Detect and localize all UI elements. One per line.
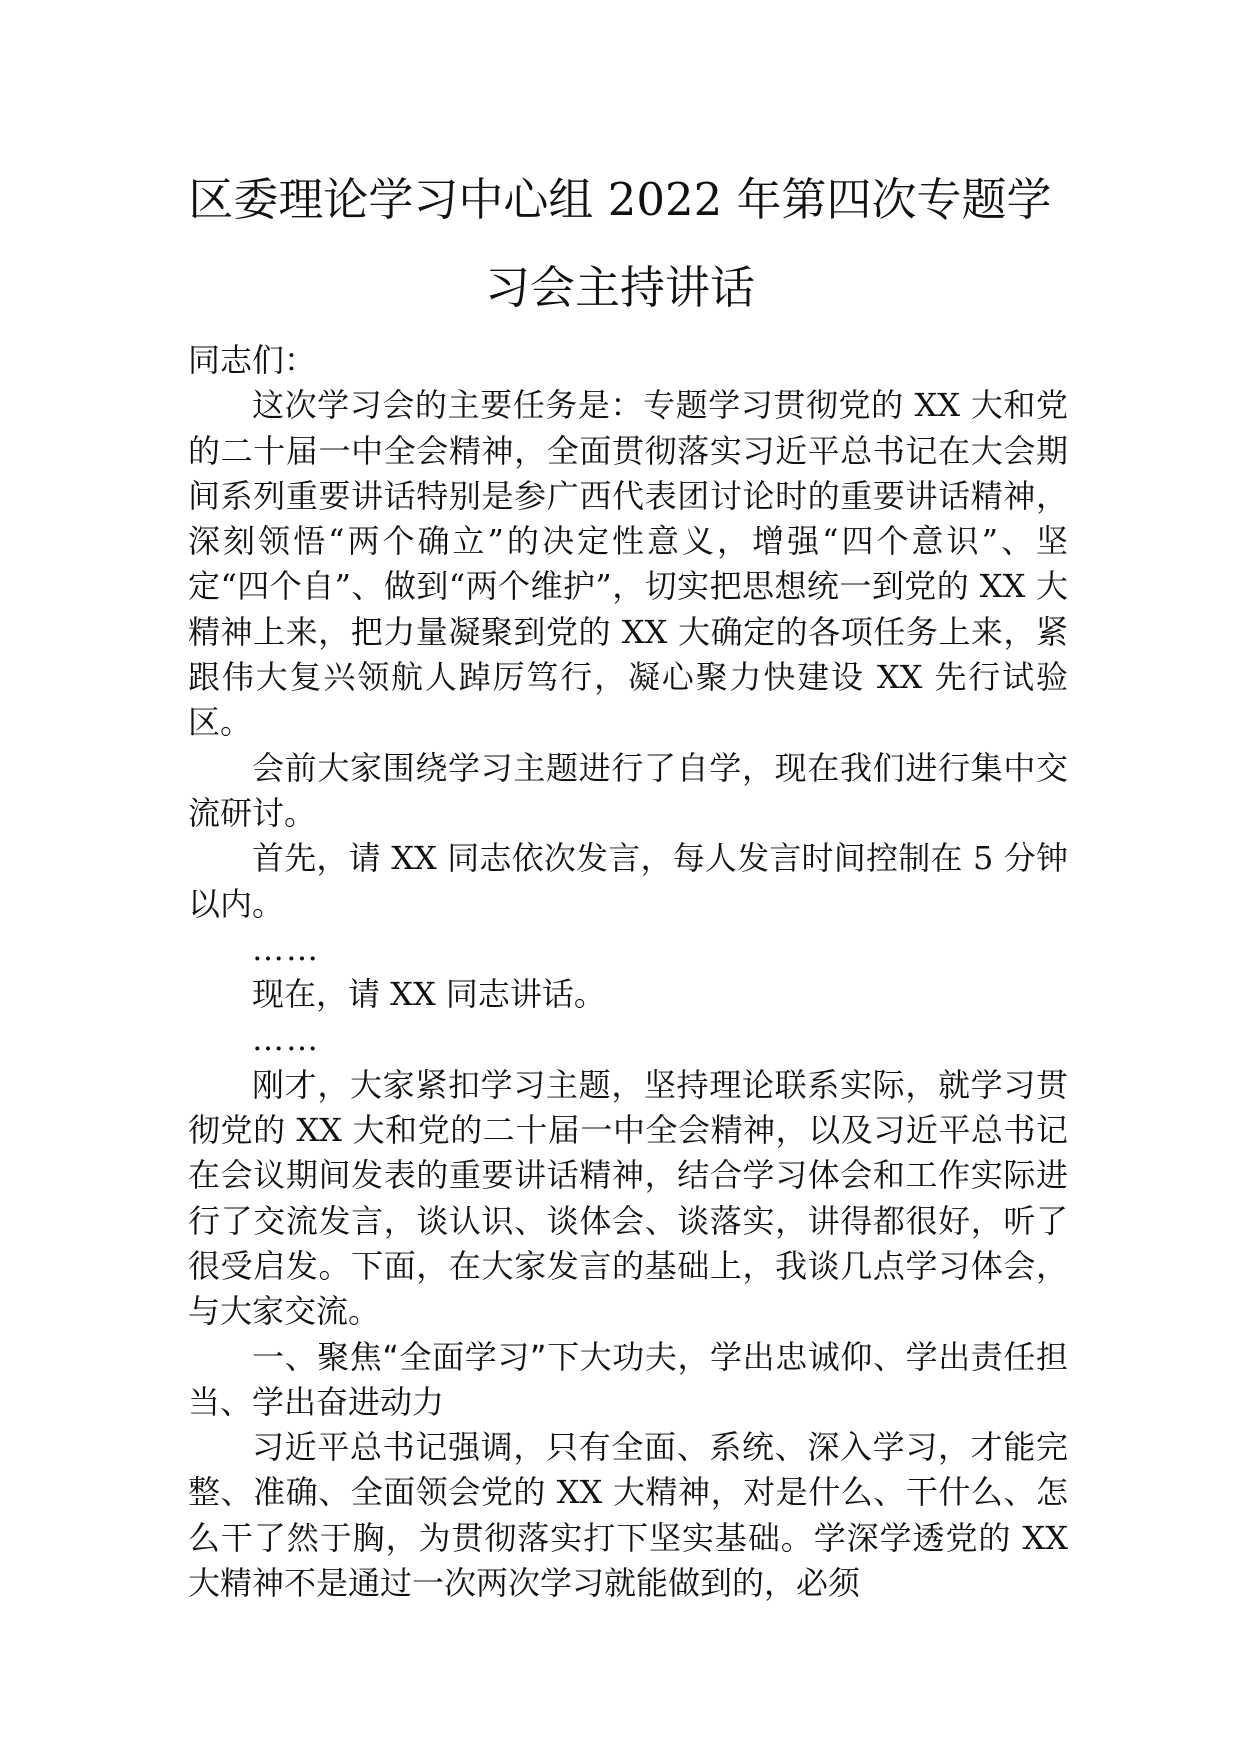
document-title-line-1: 区委理论学习中心组 2022 年第四次专题学 [188,173,1052,226]
paragraph-self-study: 会前大家围绕学习主题进行了自学，现在我们进行集中交流研讨。 [188,748,1068,832]
ellipsis-1: …… [252,929,320,968]
paragraph-summary: 刚才，大家紧扣学习主题，坚持理论联系实际，就学习贯彻党的 XX 大和党的二十届一中全会精神，以及习近平总书记在会议期间发表的重要讲话精神，结合学习体会和工作实际进行了交流发言，谈认识、谈体会、谈落实，讲得都很好，听了很受启发。下面，在大家发言的基础上，我谈几点学习体会，与大家交流。 [188,1065,1068,1331]
paragraph-section-1: 习近平总书记强调，只有全面、系统、深入学习，才能完整、准确、全面领会党的 XX 大精神，对是什么、干什么、怎么干了然于胸，为贯彻落实打下坚实基础。学深学透党的 XX 大精神不是通过一次两次学习就能做到的，必须 [188,1428,1068,1603]
document-body [188,338,1068,1606]
ellipsis-2: …… [252,1020,320,1059]
paragraph-first-speakers: 首先，请 XX 同志依次发言，每人发言时间控制在 5 分钟以内。 [188,839,1068,923]
document-title-line-2: 习会主持讲话 [484,261,755,314]
section-heading-1: 一、聚焦“全面学习”下大功夫，学出忠诚仰、学出责任担当、学出奋进动力 [188,1337,1068,1421]
paragraph-intro: 这次学习会的主要任务是：专题学习贯彻党的 XX 大和党的二十届一中全会精神，全面贯彻落实习近平总书记在大会期间系列重要讲话特别是参广西代表团讨论时的重要讲话精神，深刻领悟“两个确立”的决定性意义，增强“四个意识”、坚定“四个自”、做到“两个维护”，切实把思想统一到党的 XX 大精神上来，把力量凝聚到党的 XX 大确定的各项任务上来，紧跟伟大复兴领航人踔厉笃行，凝心聚力快建设 XX 先行试验区。 [188,386,1068,742]
salutation: 同志们： [188,341,317,379]
paragraph-now-speech: 现在，请 XX 同志讲话。 [252,975,606,1014]
